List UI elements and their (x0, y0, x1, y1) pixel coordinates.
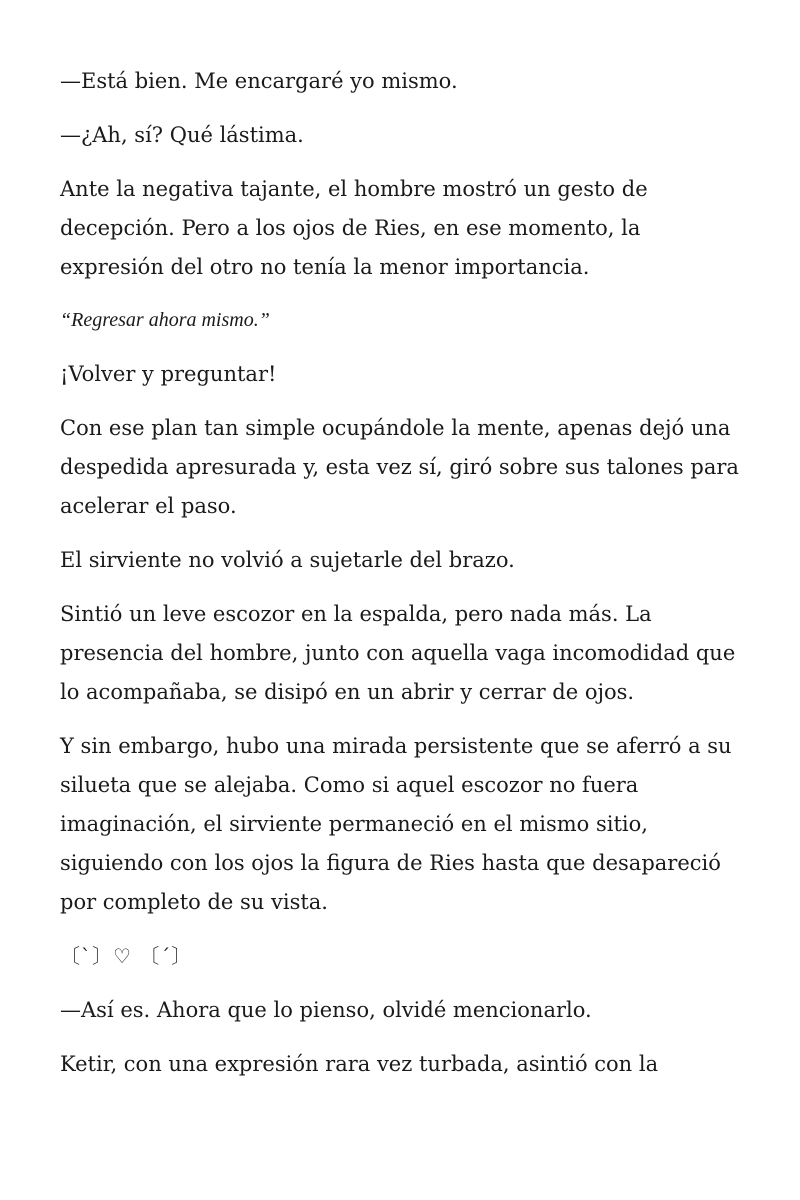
paragraph: El sirviente no volvió a sujetarle del brazo. (60, 548, 515, 572)
dialogue-line: —¿Ah, sí? Qué lástima. (60, 123, 304, 147)
dialogue-line: —Está bien. Me encargaré yo mismo. (60, 69, 458, 93)
paragraph: Ante la negativa tajante, el hombre mostró un gesto de decepción. Pero a los ojos de Ries, en ese momento, la expresión del otro no tenía la menor importancia. (60, 177, 648, 279)
book-page (60, 62, 750, 1099)
paragraph: Sintió un leve escozor en la espalda, pero nada más. La presencia del hombre, junto con aquella vaga incomodidad que lo acompañaba, se disipó en un abrir y cerrar de ojos. (60, 602, 736, 704)
scene-separator: 〔`〕♡ 〔´〕 (60, 944, 193, 968)
paragraph: ¡Volver y preguntar! (60, 362, 277, 386)
paragraph: Y sin embargo, hubo una mirada persistente que se aferró a su silueta que se alejaba. Como si aquel escozor no fuera imaginación, el sirviente permaneció en el mismo sitio, siguiendo con los ojos la figura de Ries hasta que desapareció por completo de su vista. (60, 734, 732, 914)
paragraph: Con ese plan tan simple ocupándole la mente, apenas dejó una despedida apresurada y, esta vez sí, giró sobre sus talones para acelerar el paso. (60, 416, 739, 518)
italic-thought: “Regresar ahora mismo.” (60, 309, 270, 331)
dialogue-line: —Así es. Ahora que lo pienso, olvidé mencionarlo. (60, 998, 592, 1022)
paragraph: Ketir, con una expresión rara vez turbada, asintió con la (60, 1052, 659, 1076)
